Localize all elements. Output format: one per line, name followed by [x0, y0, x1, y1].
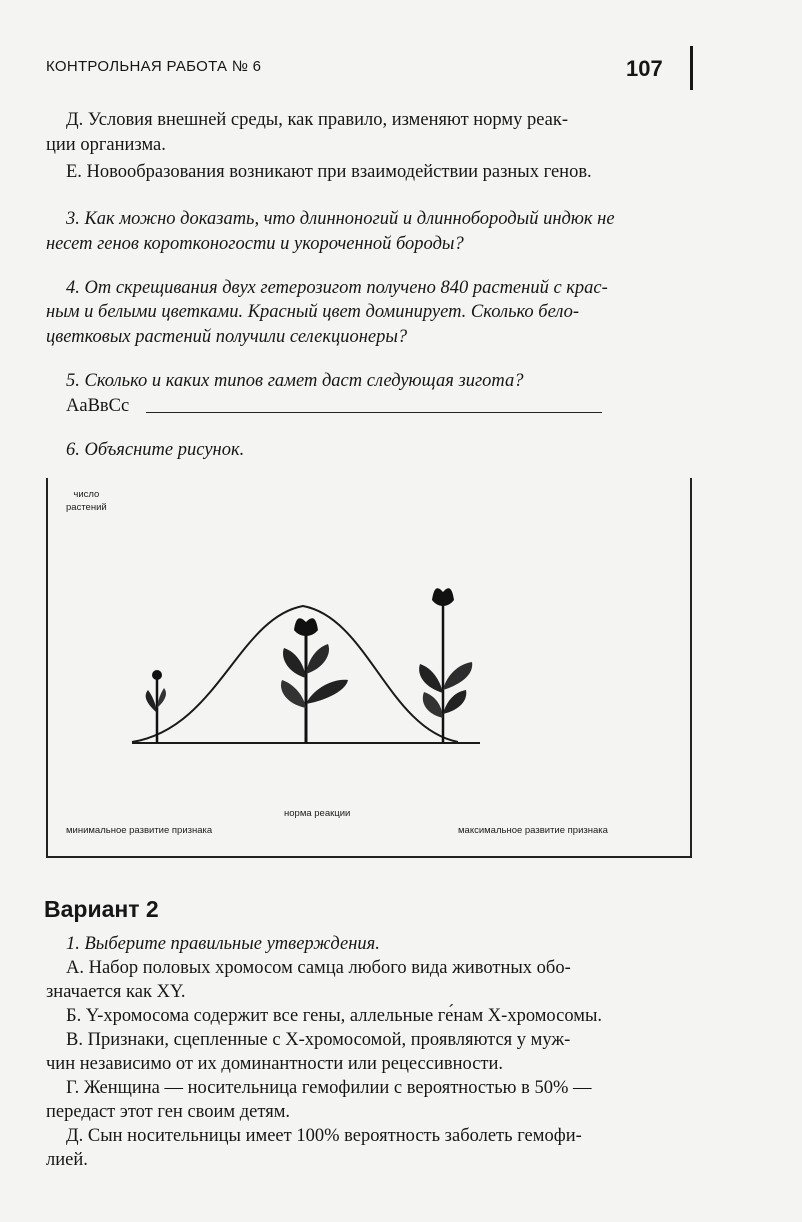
y-axis-label-line1: число: [73, 489, 100, 500]
question-4-line2: ным и белыми цветками. Красный цвет доминирует. Сколько бело-: [46, 302, 580, 322]
variant2-statement-d-line1: Д. Сын носительницы имеет 100% вероятность заболеть гемофи-: [66, 1126, 582, 1146]
variant2-statement-a-line2: значается как XY.: [46, 982, 186, 1002]
question-3-line1: 3. Как можно доказать, что длинноногий и длиннобородый индюк не: [66, 209, 615, 229]
variant-2-heading: Вариант 2: [44, 896, 159, 922]
statement-d-line1: Д. Условия внешней среды, как правило, изменяют норму реак-: [66, 110, 569, 130]
variant2-question-1: 1. Выберите правильные утверждения.: [66, 934, 380, 954]
variant2-statement-b: Б. Y-хромосома содержит все гены, аллельные ге́нам X-хромосомы.: [66, 1006, 603, 1026]
question-4-line3: цветковых растений получили селекционеры?: [46, 327, 408, 347]
tall-plant-icon: [419, 588, 472, 743]
page-number: 107: [626, 56, 663, 81]
y-axis-label: [66, 488, 107, 514]
reaction-norm-label: норма реакции: [284, 808, 351, 819]
variant2-statement-g-line1: Г. Женщина — носительница гемофилии с вероятностью в 50% —: [66, 1078, 592, 1098]
statement-d-line2: ции организма.: [46, 135, 166, 155]
question-5-line1: 5. Сколько и каких типов гамет даст следующая зигота?: [66, 371, 524, 391]
variant2-statement-v-line2: чин независимо от их доминантности или рецессивности.: [46, 1054, 504, 1074]
variant2-statement-g-line2: передаст этот ген своим детям.: [46, 1102, 291, 1122]
page-number-bar: [690, 46, 693, 90]
minimum-development-label: минимальное развитие признака: [66, 825, 213, 836]
answer-blank-line[interactable]: [146, 412, 602, 413]
question-6: 6. Объясните рисунок.: [66, 440, 245, 460]
reaction-norm-drawing: [48, 478, 694, 858]
question-5-genotype: AaBвCc: [66, 396, 130, 416]
question-4-line1: 4. От скрещивания двух гетерозигот получено 840 растений с крас-: [66, 278, 608, 298]
variant2-statement-d-line2: лией.: [46, 1150, 88, 1170]
reaction-norm-figure: [46, 478, 692, 858]
running-header: КОНТРОЛЬНАЯ РАБОТА № 6: [46, 58, 262, 75]
variant2-statement-v-line1: В. Признаки, сцепленные с X-хромосомой, проявляются у муж-: [66, 1030, 571, 1050]
medium-plant-icon: [281, 618, 348, 743]
maximum-development-label: максимальное развитие признака: [458, 825, 608, 836]
statement-e: Е. Новообразования возникают при взаимодействии разных генов.: [66, 162, 592, 182]
y-axis-label-line2: растений: [66, 502, 107, 513]
question-3-line2: несет генов коротконогости и укороченной бороды?: [46, 234, 464, 254]
variant2-statement-a-line1: А. Набор половых хромосом самца любого вида животных обо-: [66, 958, 571, 978]
